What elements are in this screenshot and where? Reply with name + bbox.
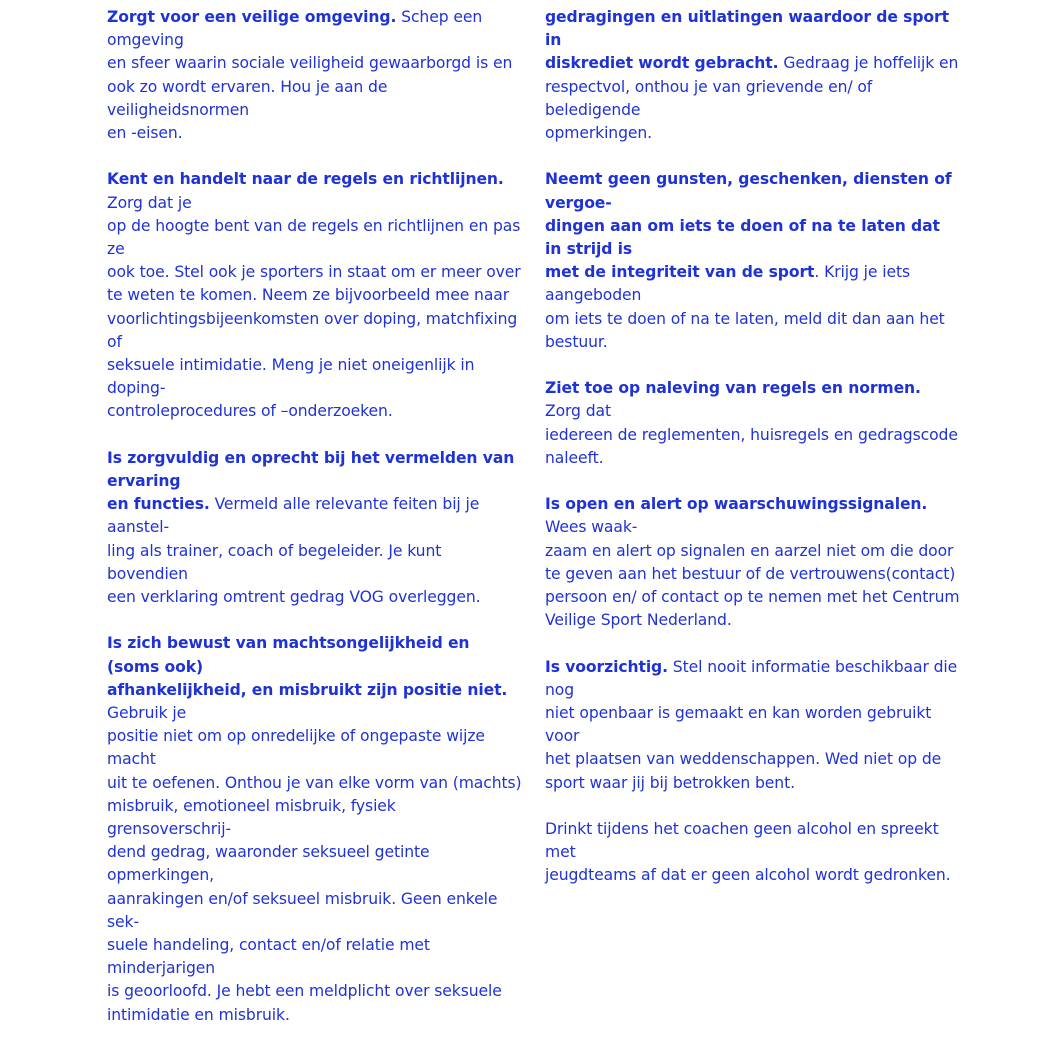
paragraph-lead: Is zorgvuldig en oprecht bij het vermelden van ervaring en functies. — [107, 448, 515, 514]
right-paragraph-warning-signals — [545, 493, 960, 632]
right-paragraph-careful — [545, 656, 960, 795]
paragraph-lead: Is voorzichtig. — [545, 657, 668, 676]
paragraph-body: Zorg dat iedereen de reglementen, huisregels en gedragscode naleeft. — [545, 402, 958, 467]
paragraph-body: Wees waak- zaam en alert op signalen en aarzel niet om die door te geven aan het bestuur of de vertrouwens(contact) persoon en/ of contact op te nemen met het Centrum Veilige Sport Nederland. — [545, 518, 960, 630]
left-paragraph-rules — [107, 168, 522, 423]
paragraph-body: . Krijg je iets aangeboden om iets te doen of na te laten, meld dit dan aan het bestuur. — [545, 263, 945, 351]
paragraph-body: Drinkt tijdens het coachen geen alcohol en spreekt met jeugdteams af dat er geen alcohol wordt gedronken. — [545, 820, 951, 885]
paragraph-lead: Zorgt voor een veilige omgeving. — [107, 8, 397, 26]
right-column — [545, 6, 960, 911]
left-paragraph-experience — [107, 447, 522, 609]
right-paragraph-alcohol — [545, 818, 960, 888]
paragraph-lead: Kent en handelt naar de regels en richtlijnen. — [107, 170, 504, 189]
paragraph-body: Stel nooit informatie beschikbaar die nog niet openbaar is gemaakt en kan worden gebruikt voor het plaatsen van weddenschappen. Wed niet op de sport waar jij bij betrokken bent. — [545, 657, 958, 792]
paragraph-body: Gebruik je positie niet om op onredelijke of ongepaste wijze macht uit te oefenen. Onthou je van elke vorm van (machts) misbruik, emotioneel misbruik, fysiek grensoverschrij- dend gedrag, waaronder seksueel getinte opmerkingen, aanrakingen en/of seksueel misbruik. Geen enkele sek- suele handeling, contact en/of relatie met minderjarigen is geoorloofd. Je hebt een meldplicht over seksuele intimidatie en misbruik. — [107, 704, 522, 1024]
paragraph-body: Gedraag je hoffelijk en respectvol, onthou je van grievende en/ of beledigende opmerkingen. — [545, 54, 959, 143]
paragraph-lead: Ziet toe op naleving van regels en normen. — [545, 379, 921, 398]
paragraph-lead: Neemt geen gunsten, geschenken, diensten of vergoe- dingen aan om iets te doen of na te laten dat in strijd is met de integriteit van de sport — [545, 170, 952, 282]
right-paragraph-gifts — [545, 168, 960, 354]
right-paragraph-discredit — [545, 6, 960, 145]
paragraph-body: Vermeld alle relevante feiten bij je aanstel- ling als trainer, coach of begeleider. Je kunt bovendien een verklaring omtrent gedrag VOG overleggen. — [107, 495, 481, 607]
left-paragraph-safe-environment — [107, 6, 522, 145]
paragraph-lead: Is zich bewust van machtsongelijkheid en (soms ook) afhankelijkheid, en misbruikt zijn positie niet. — [107, 634, 508, 699]
left-paragraph-power-imbalance — [107, 632, 522, 1026]
paragraph-body: Zorg dat je op de hoogte bent van de regels en richtlijnen en pas ze ook toe. Stel ook je sporters in staat om er meer over te weten te komen. Neem ze bijvoorbeeld mee naar voorlichtingsbijeenkomsten over doping, matchfixing of seksuele intimidatie. Meng je niet oneigenlijk in doping- controleprocedures of –onderzoeken. — [107, 193, 521, 421]
paragraph-lead: gedragingen en uitlatingen waardoor de sport in diskrediet wordt gebracht. — [545, 8, 949, 73]
left-column — [107, 6, 522, 1050]
paragraph-lead: Is open en alert op waarschuwingssignalen. — [545, 495, 928, 514]
right-paragraph-compliance — [545, 377, 960, 470]
paragraph-body: Schep een omgeving en sfeer waarin sociale veiligheid gewaarborgd is en ook zo wordt ervaren. Hou je aan de veiligheidsnormen en -eisen. — [107, 8, 513, 143]
